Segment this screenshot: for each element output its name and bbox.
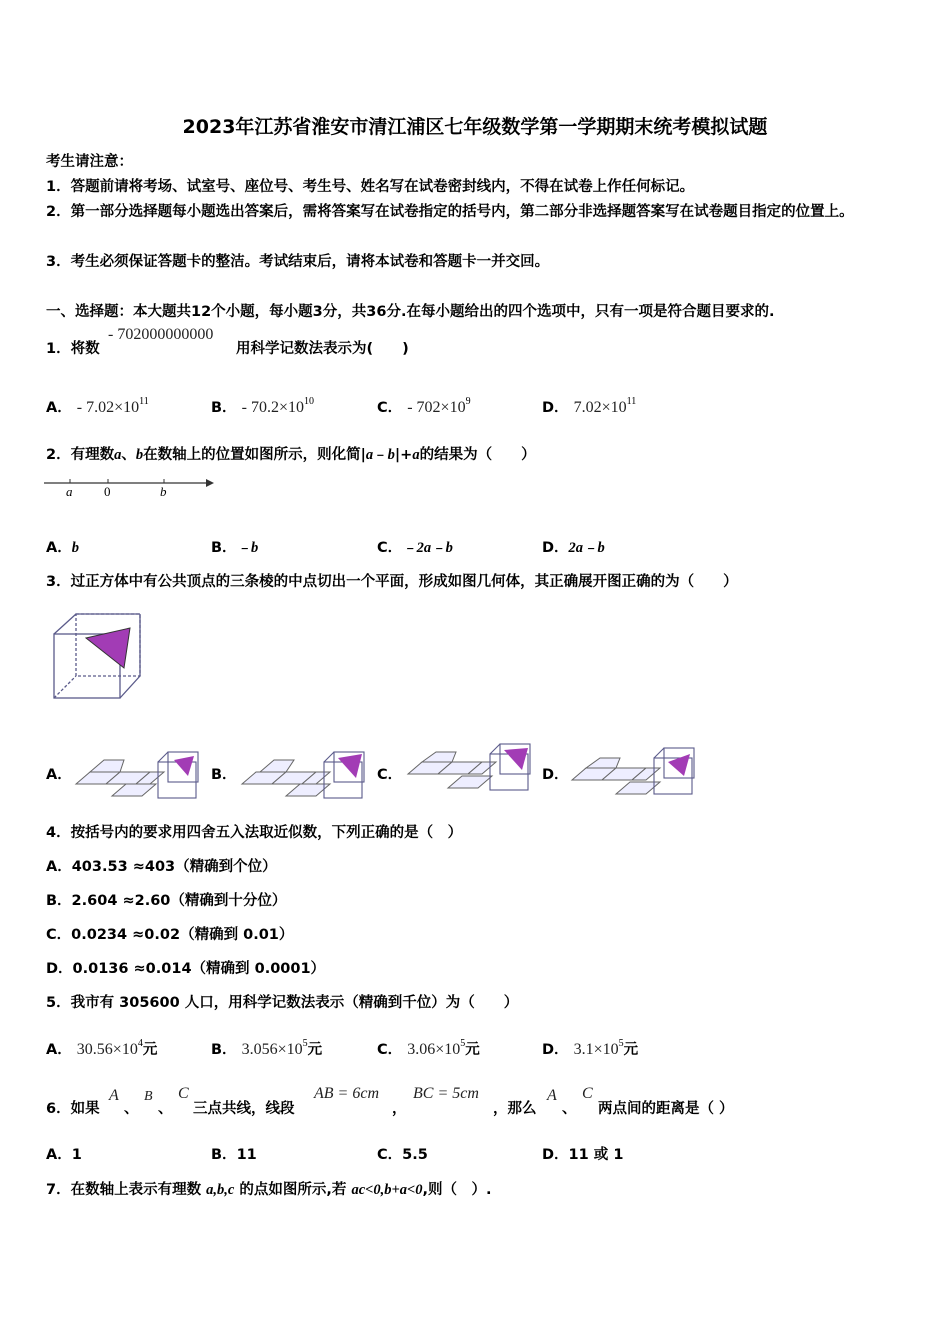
q6-sep-2: 、 — [158, 1101, 173, 1117]
option-math: 7.02×10 — [573, 399, 627, 416]
option-exponent: 10 — [303, 396, 314, 407]
q1-post: 用科学记数法表示为( ) — [236, 341, 409, 357]
q3-net-d — [568, 746, 700, 798]
q3-stem: 3．过正方体中有公共顶点的三条棱的中点切出一个平面，形成如图几何体，其正确展开图正确的为（ ） — [46, 574, 738, 590]
option-exponent: 9 — [465, 396, 471, 407]
option-exponent: 11 — [626, 396, 637, 407]
notice-heading: 考生请注意： — [46, 154, 133, 170]
q2-option-b: B．﹣b — [211, 540, 259, 556]
q4-option-d: D．0.0136 ≈0.014（精确到 0.0001） — [46, 961, 326, 977]
q2-option-c: C．﹣2a﹣b — [377, 540, 453, 556]
q5-stem: 5．我市有 305600 人口，用科学记数法表示（精确到千位）为（ ） — [46, 995, 519, 1011]
option-exponent: 11 — [139, 396, 149, 407]
q6-point-c2: C — [582, 1085, 593, 1102]
section-heading: 一、选择题：本大题共12个小题，每小题3分，共36分.在每小题给出的四个选项中，只有一项是符合题目要求的. — [46, 304, 775, 320]
axis-label-a: a — [66, 484, 73, 499]
q3-cube-figure — [52, 612, 144, 702]
q3-net-a — [72, 748, 204, 800]
axis-label-b: b — [160, 484, 167, 499]
q6-option-b: B．11 — [211, 1147, 257, 1163]
option-math: - 702×10 — [407, 399, 466, 416]
option-math: - 70.2×10 — [241, 399, 304, 416]
q6-sep-3: 、 — [562, 1101, 577, 1117]
option-label: C． — [377, 400, 403, 416]
q6-option-a: A．1 — [46, 1147, 82, 1163]
q6-bc: BC = 5cm — [413, 1085, 479, 1102]
q2-option-d: D．2a﹣b — [542, 540, 605, 556]
q5-option-c: C． $3.06\times 10^5$元 — [377, 1038, 480, 1058]
q3-option-b-label: B． — [211, 767, 237, 783]
option-label: B． — [211, 400, 237, 416]
q2-option-a: A．b — [46, 540, 79, 556]
q5-option-a: A． $30.56\times 10^4$元 — [46, 1038, 158, 1058]
q6-ab: AB = 6cm — [314, 1085, 379, 1102]
q5-option-d: D． $3.1\times 10^5$元 — [542, 1038, 639, 1058]
notice-item-3: 3．考生必须保证答题卡的整洁。考试结束后，请将本试卷和答题卡一并交回。 — [46, 254, 550, 270]
q6-comma: ， — [392, 1101, 407, 1117]
q3-net-c — [404, 744, 536, 796]
q7-stem: 7．在数轴上表示有理数 a,b,c 的点如图所示,若 ac<0,b+a<0,则（ ）. — [46, 1182, 492, 1198]
q3-net-b — [238, 748, 370, 800]
option-label: A． — [46, 400, 72, 416]
q2-stem: 2．有理数a、b在数轴上的位置如图所示，则化简|a﹣b|+a的结果为（ ） — [46, 447, 536, 463]
q4-option-c: C．0.0234 ≈0.02（精确到 0.01） — [46, 927, 294, 943]
q1-option-d — [542, 398, 636, 420]
q6-then: ，那么 — [493, 1101, 537, 1117]
option-math: - 7.02×10 — [76, 399, 140, 416]
q4-stem: 4．按括号内的要求用四舍五入法取近似数，下列正确的是（ ） — [46, 825, 463, 841]
q3-option-d-label: D． — [542, 767, 569, 783]
q6-pre: 6．如果 — [46, 1101, 100, 1117]
q6-sep-1: 、 — [124, 1101, 139, 1117]
q6-point-a: A — [109, 1087, 119, 1104]
notice-item-1: 1．答题前请将考场、试室号、座位号、考生号、姓名写在试卷密封线内，不得在试卷上作任何标记。 — [46, 179, 695, 195]
q6-post: 两点间的距离是（ ） — [598, 1101, 734, 1117]
q6-option-c: C．5.5 — [377, 1147, 428, 1163]
q1-number: - 702000000000 — [108, 326, 214, 343]
q4-option-b: B．2.604 ≈2.60（精确到十分位） — [46, 893, 287, 909]
q1-option-b — [211, 398, 314, 420]
exam-title: 2023年江苏省淮安市清江浦区七年级数学第一学期期末统考模拟试题 — [182, 116, 768, 138]
q3-option-c-label: C． — [377, 767, 403, 783]
q1-pre: 1．将数 — [46, 341, 100, 357]
axis-label-zero: 0 — [104, 484, 111, 499]
q6-mid: 三点共线，线段 — [193, 1101, 295, 1117]
option-label: D． — [542, 400, 569, 416]
q6-point-a2: A — [547, 1087, 557, 1104]
notice-item-2: 2．第一部分选择题每小题选出答案后，需将答案写在试卷指定的括号内，第二部分非选择题答案写在试卷题目指定的位置上。 — [46, 204, 854, 220]
q1-option-c — [377, 398, 471, 420]
q6-point-c: C — [178, 1085, 189, 1102]
q6-point-b: B — [144, 1089, 153, 1104]
q3-option-a-label: A． — [46, 767, 72, 783]
q6-option-d: D．11 或 1 — [542, 1147, 624, 1163]
q4-option-a: A．403.53 ≈403（精确到个位） — [46, 859, 277, 875]
q1-option-a — [46, 398, 149, 420]
q2-number-line — [44, 473, 216, 503]
q5-option-b: B． $3.056\times 10^5$元 — [211, 1038, 323, 1058]
